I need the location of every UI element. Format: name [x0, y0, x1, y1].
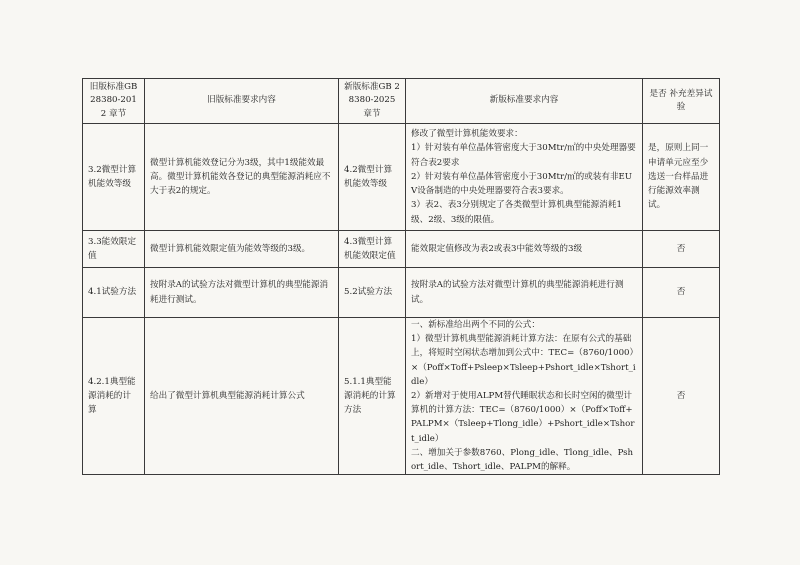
- new-requirement-line: 3）表2、表3分别规定了各类微型计算机典型能源消耗1级、2级、3级的限值。: [411, 200, 622, 225]
- table-row: [83, 318, 720, 475]
- old-clause-cell: 4.2.1典型能源消耗的计算: [83, 318, 145, 475]
- new-requirement-cell: [406, 268, 643, 318]
- new-clause-cell: 5.2试验方法: [339, 268, 406, 318]
- new-clause-cell: 4.3微型计算机能效限定值: [339, 231, 406, 268]
- header-new-clause: 新版标准GB 28380-2025 章节: [339, 79, 406, 124]
- supplement-cell: 是，原则上同一申请单元应至少选送一台样品进行能源效率测试。: [643, 124, 720, 231]
- new-clause-cell: 4.2微型计算机能效等级: [339, 124, 406, 231]
- new-requirement-line: 2）针对装有单位晶体管密度小于30Mtr/㎡的或装有非EUV设备制造的中央处理器要符合表3要求。: [411, 171, 633, 197]
- new-requirement-line: 修改了微型计算机能效要求：: [411, 129, 523, 140]
- table-header-row: [83, 79, 720, 124]
- header-old-requirement: 旧版标准要求内容: [145, 79, 339, 124]
- standard-comparison-table: [82, 78, 720, 475]
- header-supplement-test: 是否 补充差异试验: [643, 79, 720, 124]
- new-requirement-line: 二、增加关于参数8760、Plong_idle、Tlong_idle、Pshort_idle、Tshort_idle、PALPM的解释。: [411, 447, 634, 473]
- old-clause-cell: 4.1试验方法: [83, 268, 145, 318]
- old-clause-cell: 3.3能效限定值: [83, 231, 145, 268]
- old-requirement-cell: 按附录A的试验方法对微型计算机的典型能源消耗进行测试。: [145, 268, 339, 318]
- old-requirement-cell: 微型计算机能效登记分为3级，其中1级能效最高。微型计算机能效各登记的典型能源消耗应不大于表2的规定。: [145, 124, 339, 231]
- new-requirement-cell: [406, 318, 643, 475]
- new-requirement-line: 能效限定值修改为表2或表3中能效等级的3级: [411, 243, 583, 254]
- supplement-cell: 否: [643, 231, 720, 268]
- table-row: [83, 231, 720, 268]
- new-requirement-cell: [406, 231, 643, 268]
- new-requirement-line: 按附录A的试验方法对微型计算机的典型能源消耗进行测试。: [411, 280, 624, 305]
- table-row: [83, 268, 720, 318]
- old-requirement-cell: 微型计算机能效限定值为能效等级的3级。: [145, 231, 339, 268]
- supplement-cell: 否: [643, 318, 720, 475]
- new-requirement-line: 2）新增对于使用ALPM替代睡眠状态和长时空闲的微型计算机的计算方法：TEC=（8760/1000）×（Poff×Toff+PALPM×（Tsleep+Tlong_idle）+Pshort_idle×Tshort_idle）: [411, 391, 635, 444]
- old-requirement-cell: 给出了微型计算机典型能源消耗计算公式: [145, 318, 339, 475]
- new-requirement-line: 1）针对装有单位晶体管密度大于30Mtr/㎡的中央处理器要符合表2要求: [411, 143, 636, 168]
- header-new-requirement: 新版标准要求内容: [406, 79, 643, 124]
- table-row: [83, 124, 720, 231]
- new-clause-cell: 5.1.1典型能源消耗的计算方法: [339, 318, 406, 475]
- supplement-cell: 否: [643, 268, 720, 318]
- new-requirement-cell: [406, 124, 643, 231]
- new-requirement-line: 一、新标准给出两个不同的公式：: [411, 320, 540, 330]
- header-old-clause: 旧版标准GB 28380-2012 章节: [83, 79, 145, 124]
- old-clause-cell: 3.2微型计算机能效等级: [83, 124, 145, 231]
- new-requirement-line: 1）微型计算机典型能源消耗计算方法：在原有公式的基础上，将短时空闲状态增加到公式中：TEC=（8760/1000）×（Poff×Toff+Psleep×Tsleep+Pshort_idle×Tshort_idle）: [411, 334, 636, 387]
